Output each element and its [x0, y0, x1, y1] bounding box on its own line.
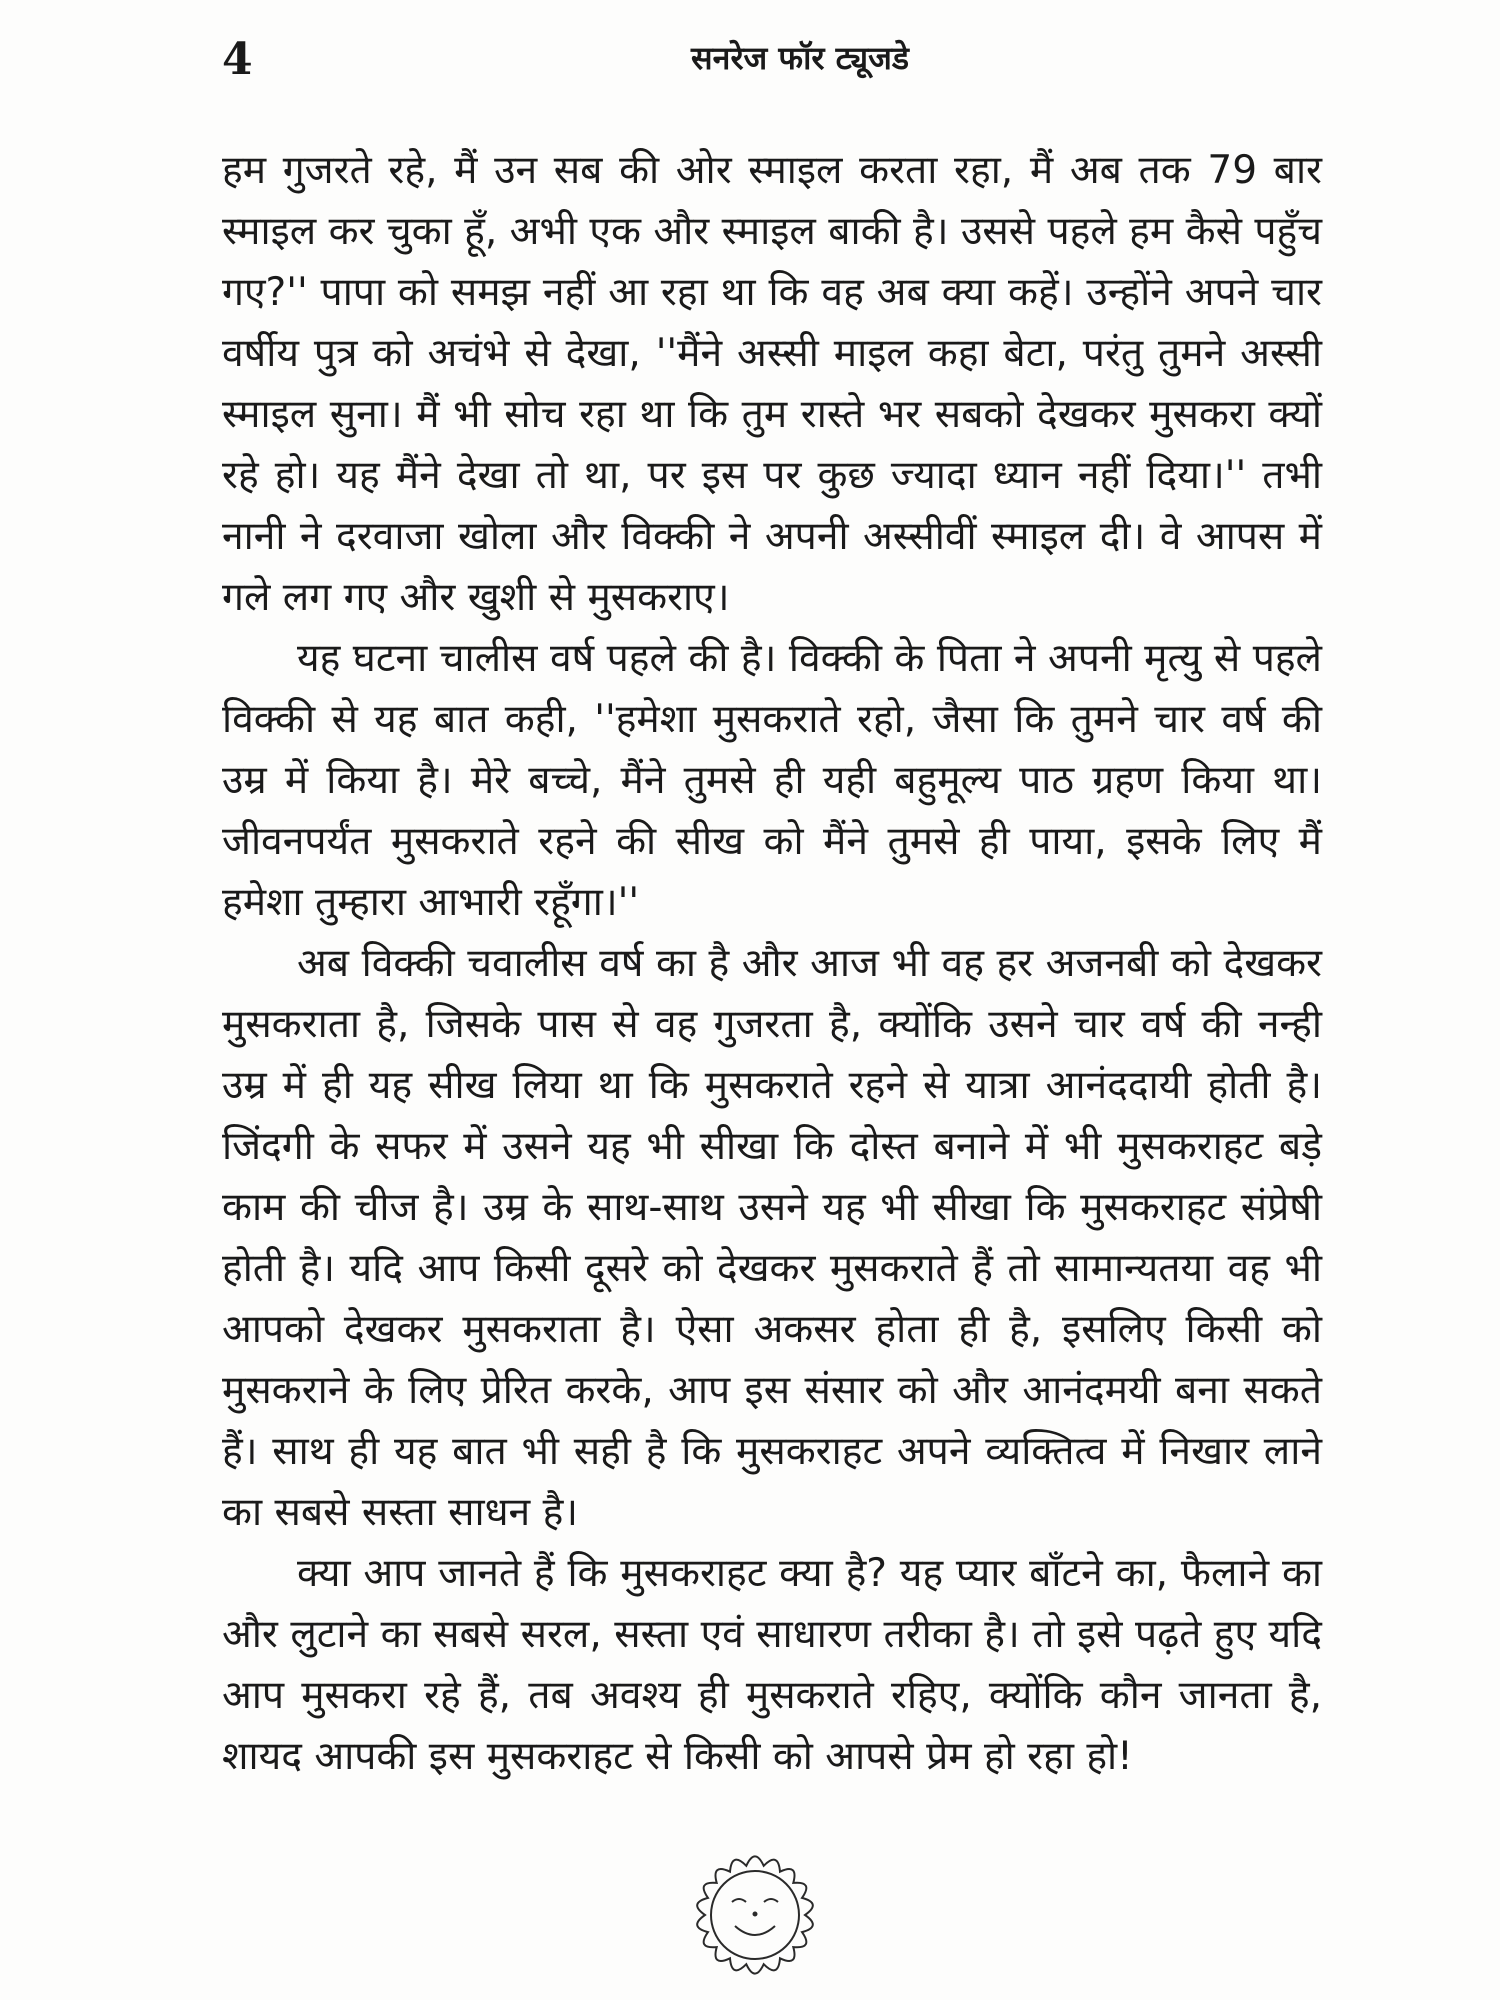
smiling-sun-icon	[680, 1840, 830, 1990]
sun-eye-right	[764, 1899, 778, 1902]
sun-nose	[753, 1912, 757, 1916]
paragraph-2: यह घटना चालीस वर्ष पहले की है। विक्की के पिता ने अपनी मृत्यु से पहले विक्की से यह बात कही, ''हमेशा मुसकराते रहो, जैसा कि तुमने चार वर्ष की उम्र में किया है। मेरे बच्चे, मैंने तुमसे ही यही बहुमूल्य पाठ ग्रहण किया था। जीवनपर्यंत मुसकराते रहने की सीख को मैंने तुमसे ही पाया, इसके लिए मैं हमेशा तुम्हारा आभारी रहूँगा।''	[222, 636, 1322, 925]
paragraph-1: हम गुजरते रहे, मैं उन सब की ओर स्माइल करता रहा, मैं अब तक 79 बार स्माइल कर चुका हूँ, अभी एक और स्माइल बाकी है। उससे पहले हम कैसे पहुँच गए?'' पापा को समझ नहीं आ रहा था कि वह अब क्या कहें। उन्होंने अपने चार वर्षीय पुत्र को अचंभे से देखा, ''मैंने अस्सी माइल कहा बेटा, परंतु तुमने अस्सी स्माइल सुना। मैं भी सोच रहा था कि तुम रास्ते भर सबको देखकर मुसकरा क्यों रहे हो। यह मैंने देखा तो था, पर इस पर कुछ ज्यादा ध्यान नहीं दिया।'' तभी नानी ने दरवाजा खोला और विक्की ने अपनी अस्सीवीं स्माइल दी। वे आपस में गले लग गए और खुशी से मुसकराए।	[222, 148, 1322, 620]
paragraph-3: अब विक्की चवालीस वर्ष का है और आज भी वह हर अजनबी को देखकर मुसकराता है, जिसके पास से वह गुजरता है, क्योंकि उसने चार वर्ष की नन्ही उम्र में ही यह सीख लिया था कि मुसकराते रहने से यात्रा आनंददायी होती है। जिंदगी के सफर में उसने यह भी सीखा कि दोस्त बनाने में भी मुसकराहट बड़े काम की चीज है। उम्र के साथ-साथ उसने यह भी सीखा कि मुसकराहट संप्रेषी होती है। यदि आप किसी दूसरे को देखकर मुसकराते हैं तो सामान्यतया वह भी आपको देखकर मुसकराता है। ऐसा अकसर होता ही है, इसलिए किसी को मुसकराने के लिए प्रेरित करके, आप इस संसार को और आनंदमयी बना सकते हैं। साथ ही यह बात भी सही है कि मुसकराहट अपने व्यक्तित्व में निखार लाने का सबसे सस्ता साधन है।	[222, 941, 1322, 1535]
body-text	[222, 140, 1322, 1787]
paragraph-4: क्या आप जानते हैं कि मुसकराहट क्या है? यह प्यार बाँटने का, फैलाने का और लुटाने का सबसे सरल, सस्ता एवं साधारण तरीका है। तो इसे पढ़ते हुए यदि आप मुसकरा रहे हैं, तब अवश्य ही मुसकराते रहिए, क्योंकि कौन जानता है, शायद आपकी इस मुसकराहट से किसी को आपसे प्रेम हो रहा हो!	[222, 1551, 1322, 1779]
page-number: 4	[222, 34, 253, 85]
sun-eye-left	[732, 1899, 746, 1902]
running-title: सनरेज फॉर ट्यूजडे	[691, 39, 909, 77]
sun-mouth	[735, 1926, 775, 1935]
